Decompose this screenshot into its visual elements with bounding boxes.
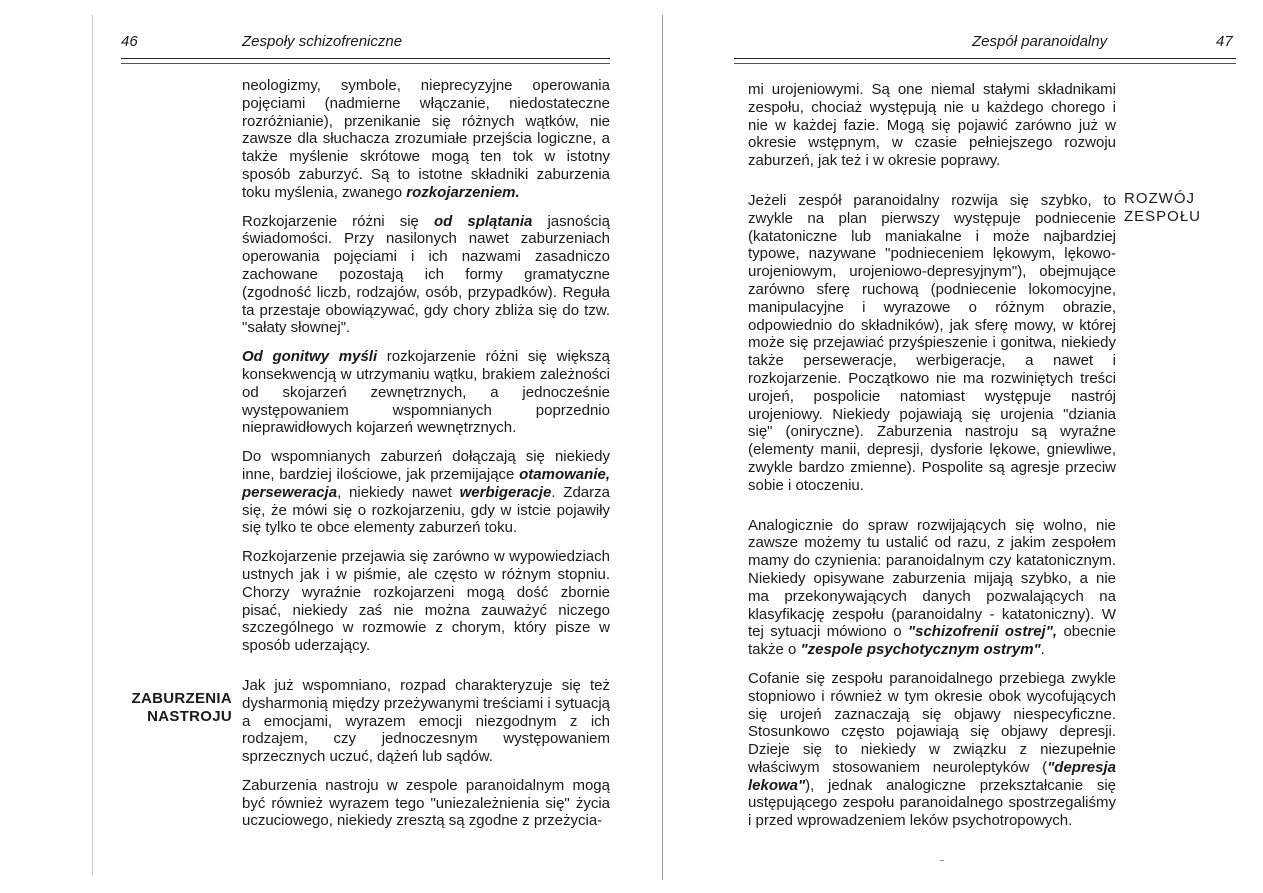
book-spine — [662, 15, 663, 880]
left-text-column — [242, 77, 610, 841]
paragraph: Od gonitwy myśli rozkojarzenie różni się większą konsekwencją w utrzymaniu wątku, brakiem zależności od skojarzeń zewnętrznych, a jednocześnie występowaniem wspomnianych poprzednio nieprawidłowych kojarzeń wewnętrznych. — [242, 348, 610, 437]
paragraph: Do wspomnianych zaburzeń dołączają się niekiedy inne, bardziej ilościowe, jak przemijające otamowanie, perseweracja, niekiedy nawet werbigeracje. Zdarza się, że mówi się o rozkojarzeniu, gdy w istcie pojawiły się tylko te obce elementy zaburzeń toku. — [242, 448, 610, 537]
emphasis: "schizofrenii ostrej", — [907, 623, 1058, 641]
header-rule — [121, 58, 610, 59]
paragraph: Jak już wspomniano, rozpad charakteryzuje się też dysharmonią między przeżywanymi treściami i sytuacją a emocjami, wyrazem emocji niezgodnym z ich rodzajem, czy jednoczesnym występowaniem sprzecznych uczuć, dążeń lub sądów. — [242, 676, 610, 766]
paragraph: Zaburzenia nastroju w zespole paranoidalnym mogą być również wyrazem tego "uniezależnienia się" życia uczuciowego, niekiedy zresztą są zgodne z przeżycia- — [242, 776, 610, 830]
emphasis: od splątania — [433, 212, 533, 230]
emphasis: Od gonitwy myśli — [242, 348, 378, 366]
paragraph: Jeżeli zespół paranoidalny rozwija się szybko, to zwykle na plan pierwszy występuje podniecenie (katatoniczne lub maniakalne i może najbardziej typowe, nazywane "podnieceniem lękowym, lękowo-urojeniowym, urojeniowo-depresyjnym"), obejmujące zarówno sferę ruchową (podniecenie lokomocyjne, manipulacyjne i wyrazowe o różnym obrazie, odpowiednio do składników), jak sferę mowy, w której może się przejawiać przyśpieszenie i gonitwa, niekiedy także perseweracje, werbigeracje, a nawet i rozkojarzenie. Początkowo nie ma rozwiniętych treści urojeń, pospolicie natomiast występuje nastrój urojeniowy. Niekiedy pojawiają się urojenia "dziania się" (oniryczne). Zaburzenia nastroju są wyraźne (elementy manii, depresji, dysforie lękowe, gniewliwe, zwykle bardzo zmienne). Pospolite są agresje przeciw sobie i otoczeniu. — [748, 191, 1116, 494]
paragraph: Analogicznie do spraw rozwijających się wolno, nie zawsze możemy tu ustalić od razu, z jakim zespołem mamy do czynienia: paranoidalnym czy katatonicznym. Niekiedy opisywane zaburzenia mijają szybko, a nie ma przekonywających danych pozwalających na klasyfikację zespołu (paranoidalny - katatoniczny). W tej sytuacji mówiono o "schizofrenii ostrej", obecnie także o "zespole psychotycznym ostrym". — [748, 516, 1116, 659]
page-number: 47 — [1216, 33, 1233, 50]
scan-mark — [940, 860, 944, 861]
right-text-column — [748, 81, 1116, 841]
side-label-rozwoj-zespolu: ROZWÓJ ZESPOŁU — [1124, 190, 1202, 225]
running-head: Zespoły schizofreniczne — [242, 33, 403, 50]
emphasis: werbigeracje — [459, 483, 552, 501]
emphasis: "depresja lekowa" — [748, 758, 1116, 794]
page-number: 46 — [121, 33, 138, 50]
header-rule-thin — [734, 63, 1236, 64]
paragraph: Cofanie się zespołu paranoidalnego przebiega zwykle stopniowo i również w tym okresie obok wycofujących się urojeń zaznaczają się objawy niespecyficzne. Stosunkowo często pojawiają się objawy depresji. Dzieje się to niekiedy w związku z niezupełnie właściwym stosowaniem neuroleptyków ("depresja lekowa"), jednak analogiczne przekształcanie się ustępującego zespołu paranoidalnego spostrzegaliśmy i przed wprowadzeniem leków psychotropowych. — [748, 669, 1116, 830]
header-rule-thin — [121, 63, 610, 64]
emphasis: rozkojarzeniem. — [406, 183, 520, 201]
emphasis: otamowanie, perseweracja — [242, 465, 610, 501]
header-rule — [734, 58, 1236, 59]
right-page — [670, 0, 1263, 893]
paragraph: mi urojeniowymi. Są one niemal stałymi składnikami zespołu, chociaż występują nie u każdego chorego i nie w każdej fazie. Mogą się pojawić zarówno już w okresie wstępnym, w czasie pełniejszego rozwoju zaburzeń, jak też i w okresie poprawy. — [748, 81, 1116, 170]
paragraph: neologizmy, symbole, nieprecyzyjne operowania pojęciami (nadmierne włączanie, niedostateczne rozróżnianie), przenikanie się różnych wątków, nie zawsze dla słuchacza zrozumiałe przejścia logiczne, a także myślenie skrótowe mogą ten tok w istotny sposób zaburzyć. Są to istotne składniki zaburzenia toku myślenia, zwanego rozkojarzeniem. — [242, 77, 610, 201]
emphasis: "zespole psychotycznym ostrym" — [800, 641, 1041, 659]
side-label-zaburzenia-nastroju: ZABURZENIA NASTROJU — [131, 690, 232, 725]
paragraph: Rozkojarzenie różni się od splątania jasnością świadomości. Przy nasilonych nawet zaburzeniach operowania pojęciami i ich nazwami zasadniczo zachowane pozostają ich formy gramatyczne (zgodność liczb, rodzajów, osób, przypadków). Reguła ta przestaje obowiązywać, gdy chory zbliża się do tzw. "sałaty słownej". — [242, 212, 610, 337]
running-head: Zespół paranoidalny — [972, 33, 1108, 50]
paragraph: Rozkojarzenie przejawia się zarówno w wypowiedziach ustnych jak i w piśmie, ale często w różnym stopniu. Chorzy wyraźnie rozkojarzeni mogą dość zbornie pisać, niekiedy zaś nie można zauważyć niczego szczególnego w rozmowie z chorym, który pisze w sposób uderzający. — [242, 548, 610, 655]
